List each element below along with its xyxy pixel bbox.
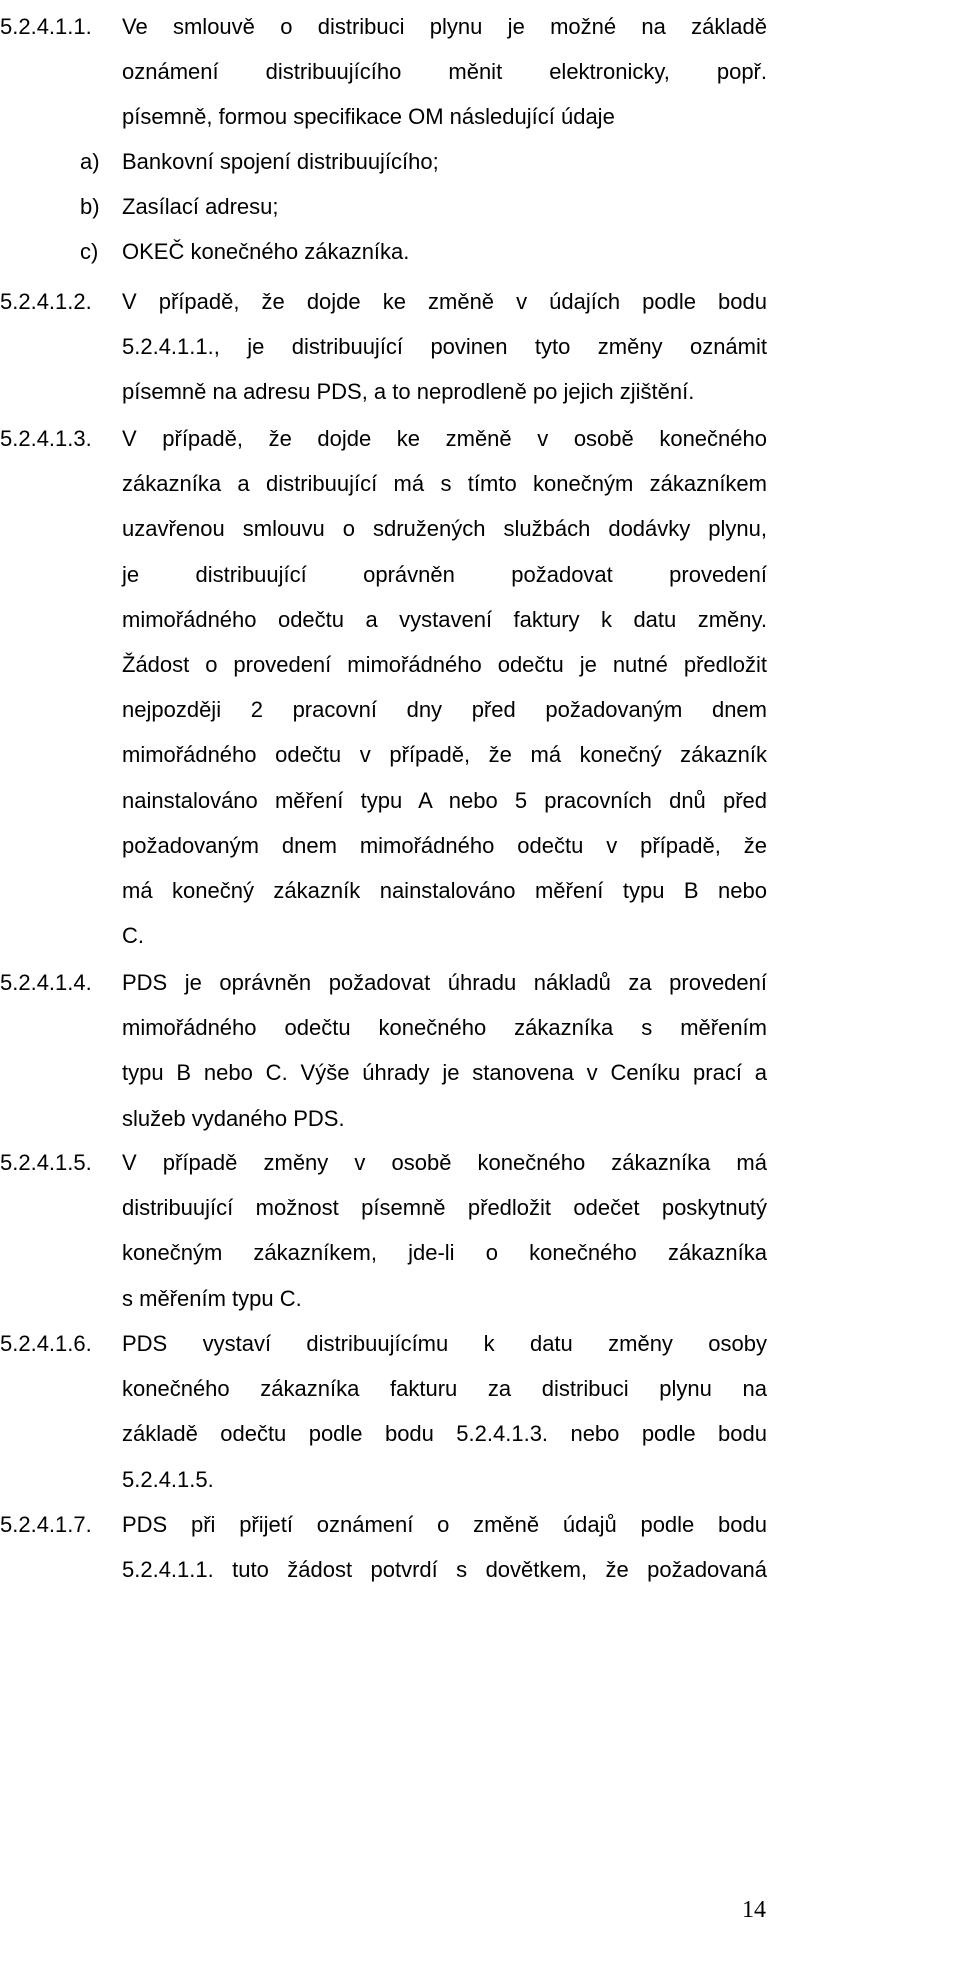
page-number: 14 xyxy=(742,1897,766,1923)
clause-text xyxy=(122,1321,767,1502)
clause-number: 5.2.4.1.6. xyxy=(0,1331,92,1356)
text-line: služeb vydaného PDS. xyxy=(122,1105,345,1131)
text-line: oznámení distribuujícího měnit elektronicky, popř. xyxy=(122,59,767,85)
text-line: nainstalováno měření typu A nebo 5 pracovních dnů před xyxy=(122,787,767,813)
item-label: b) xyxy=(80,194,100,219)
text-line: Ve smlouvě o distribuci plynu je možné na základě xyxy=(122,14,767,39)
item-label: c) xyxy=(80,239,99,264)
text-line: je distribuující oprávněn požadovat provedení xyxy=(122,561,767,587)
clause-number: 5.2.4.1.3. xyxy=(0,426,92,451)
list-item xyxy=(80,229,439,274)
clause-number: 5.2.4.1.1. xyxy=(0,14,92,39)
clause-text xyxy=(122,4,767,140)
text-line: písemně na adresu PDS, a to neprodleně po jejich zjištění. xyxy=(122,379,695,405)
text-line: uzavřenou smlouvu o sdružených službách dodávky plynu, xyxy=(122,516,767,542)
clause-text xyxy=(122,279,767,415)
list-item xyxy=(80,184,439,229)
text-line: konečného zákazníka fakturu za distribuci plynu na xyxy=(122,1376,767,1402)
item-text: Bankovní spojení distribuujícího; xyxy=(122,149,439,174)
text-line: zákazníka a distribuující má s tímto konečným zákazníkem xyxy=(122,471,767,497)
clause-text xyxy=(122,1140,767,1321)
clause-text xyxy=(122,1502,767,1592)
item-list xyxy=(80,139,439,274)
text-line: PDS vystaví distribuujícímu k datu změny osoby xyxy=(122,1331,767,1356)
text-line: mimořádného odečtu a vystavení faktury k datu změny. xyxy=(122,606,767,632)
text-line: typu B nebo C. Výše úhrady je stanovena v Ceníku prací a xyxy=(122,1060,767,1086)
clause-text xyxy=(122,960,767,1141)
text-line: V případě změny v osobě konečného zákazníka má xyxy=(122,1150,767,1175)
item-text: Zasílací adresu; xyxy=(122,194,279,219)
text-line: 5.2.4.1.1. tuto žádost potvrdí s dovětkem, že požadovaná xyxy=(122,1557,767,1583)
text-line: V případě, že dojde ke změně v osobě konečného xyxy=(122,426,767,451)
text-line: C. xyxy=(122,923,144,949)
item-text: OKEČ konečného zákazníka. xyxy=(122,239,410,264)
text-line: distribuující možnost písemně předložit odečet poskytnutý xyxy=(122,1195,767,1221)
clause-number: 5.2.4.1.7. xyxy=(0,1512,92,1537)
text-line: s měřením typu C. xyxy=(122,1285,302,1311)
text-line: mimořádného odečtu v případě, že má konečný zákazník xyxy=(122,742,767,768)
text-line: Žádost o provedení mimořádného odečtu je nutné předložit xyxy=(122,652,767,678)
text-line: konečným zákazníkem, jde-li o konečného zákazníka xyxy=(122,1240,767,1266)
text-line: V případě, že dojde ke změně v údajích podle bodu xyxy=(122,289,767,314)
clause-number: 5.2.4.1.5. xyxy=(0,1150,92,1175)
text-line: nejpozději 2 pracovní dny před požadovaným dnem xyxy=(122,697,767,723)
text-line: základě odečtu podle bodu 5.2.4.1.3. nebo podle bodu xyxy=(122,1421,767,1447)
clause-number: 5.2.4.1.2. xyxy=(0,289,92,314)
clause-number: 5.2.4.1.4. xyxy=(0,970,92,995)
text-line: PDS je oprávněn požadovat úhradu nákladů za provedení xyxy=(122,970,767,995)
text-line: písemně, formou specifikace OM následující údaje xyxy=(122,104,615,130)
text-line: mimořádného odečtu konečného zákazníka s měřením xyxy=(122,1015,767,1041)
text-line: PDS při přijetí oznámení o změně údajů podle bodu xyxy=(122,1512,767,1537)
text-line: má konečný zákazník nainstalováno měření typu B nebo xyxy=(122,878,767,904)
clause-text xyxy=(122,416,767,958)
text-line: 5.2.4.1.5. xyxy=(122,1466,214,1492)
text-line: 5.2.4.1.1., je distribuující povinen tyto změny oznámit xyxy=(122,334,767,360)
item-label: a) xyxy=(80,149,100,174)
list-item xyxy=(80,139,439,184)
text-line: požadovaným dnem mimořádného odečtu v případě, že xyxy=(122,832,767,858)
